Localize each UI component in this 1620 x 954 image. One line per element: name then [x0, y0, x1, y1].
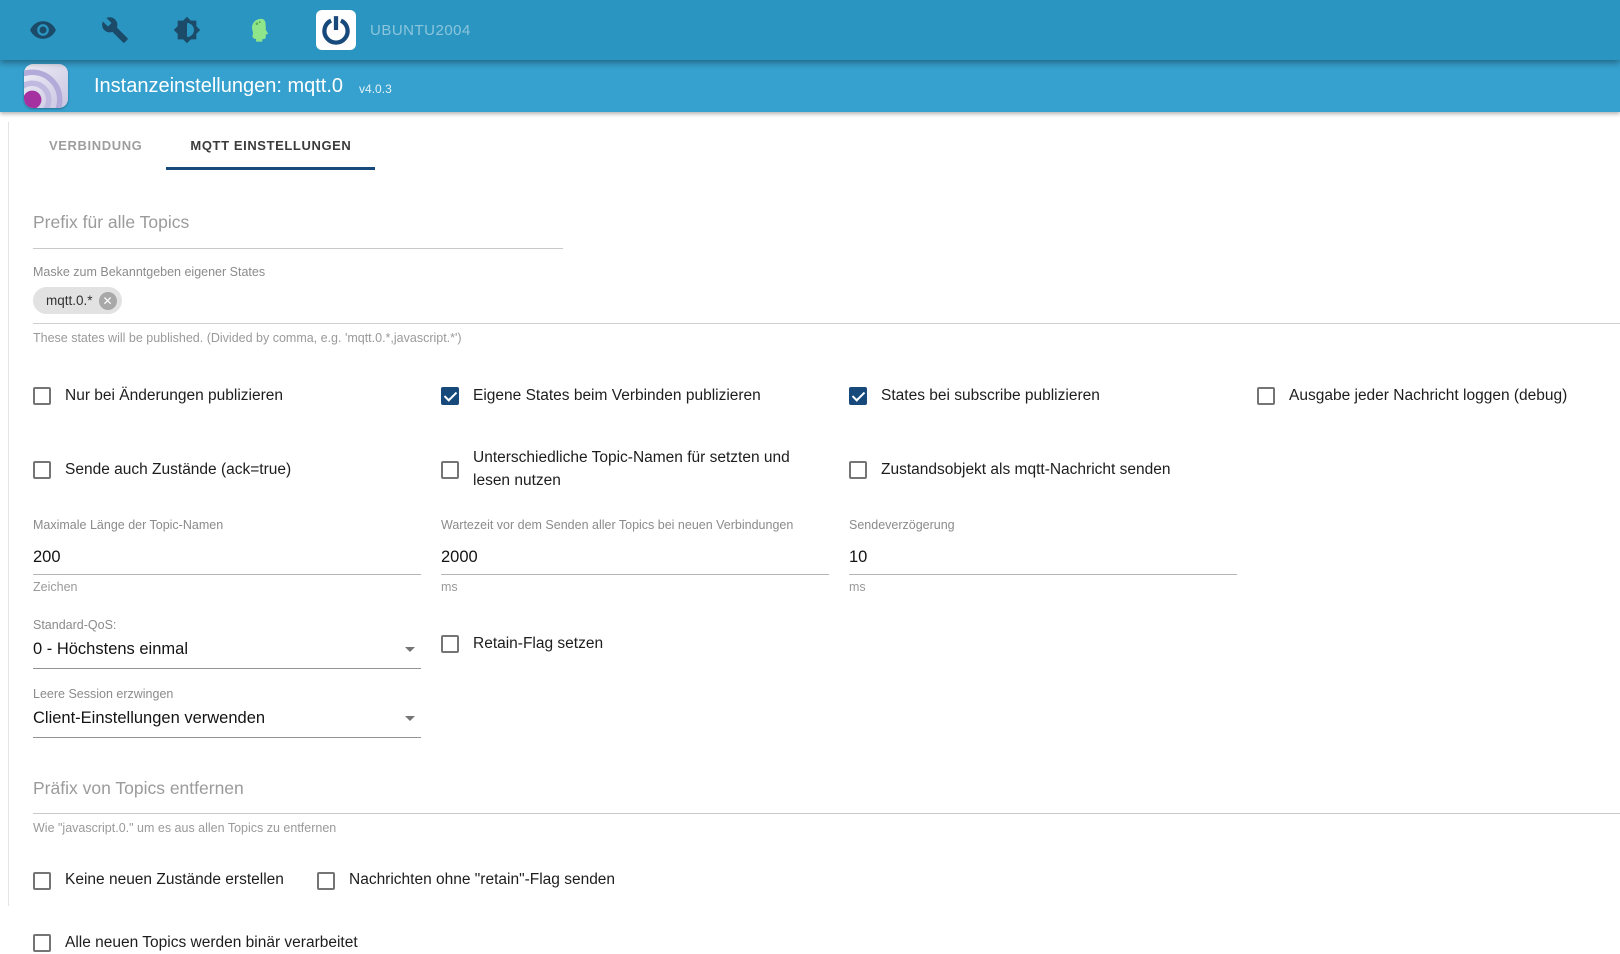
- checkbox-icon[interactable]: [441, 635, 459, 653]
- checkbox-icon[interactable]: [33, 461, 51, 479]
- instance-settings-header: [0, 60, 1620, 112]
- checkbox-different-topic-names[interactable]: Unterschiedliche Topic-Namen für setzten und lesen nutzen: [441, 447, 849, 492]
- checkbox-only-changes[interactable]: Nur bei Änderungen publizieren: [33, 385, 441, 407]
- mask-helper-text: These states will be published. (Divided by comma, e.g. 'mqtt.0.*,javascript.*'): [33, 331, 462, 345]
- mask-chip[interactable]: [33, 287, 122, 314]
- send-interval-field: [441, 518, 829, 594]
- remove-prefix-placeholder: Präfix von Topics entfernen: [33, 778, 244, 799]
- max-topic-length-input[interactable]: 200: [33, 548, 421, 575]
- checkbox-debug-log[interactable]: Ausgabe jeder Nachricht loggen (debug): [1257, 385, 1620, 407]
- host-head-icon[interactable]: [244, 15, 274, 45]
- qos-select[interactable]: [33, 618, 421, 669]
- send-delay-input[interactable]: 10: [849, 548, 1237, 575]
- prefix-all-topics-input[interactable]: [33, 212, 563, 249]
- tab-verbindung[interactable]: VERBINDUNG: [49, 138, 143, 153]
- mask-field: [33, 265, 1620, 345]
- mqtt-adapter-logo: [24, 64, 68, 108]
- clean-session-label: Leere Session erzwingen: [33, 687, 174, 702]
- checkbox-row-2: [33, 447, 1620, 492]
- send-interval-input[interactable]: 2000: [441, 548, 829, 575]
- checkbox-send-ack[interactable]: Sende auch Zustände (ack=true): [33, 447, 441, 492]
- top-bar: [0, 0, 1620, 60]
- max-topic-length-unit: Zeichen: [33, 580, 78, 595]
- remove-prefix-input[interactable]: [33, 778, 1620, 814]
- brightness-icon[interactable]: [172, 15, 202, 45]
- tab-bar: [9, 122, 1620, 170]
- chevron-down-icon: [405, 716, 415, 721]
- clean-session-select[interactable]: [33, 687, 421, 738]
- qos-selected-value: 0 - Höchstens einmal: [33, 640, 188, 659]
- clean-session-selected-value: Client-Einstellungen verwenden: [33, 709, 266, 728]
- numeric-fields-row: [33, 518, 1620, 594]
- send-delay-unit: ms: [849, 580, 866, 595]
- settings-form: [9, 212, 1620, 954]
- checkbox-retain-flag[interactable]: Retain-Flag setzen: [441, 633, 1620, 655]
- iobroker-logo[interactable]: [316, 10, 356, 50]
- chevron-down-icon: [405, 647, 415, 652]
- mask-label: Maske zum Bekanntgeben eigener States: [33, 265, 266, 279]
- chip-delete-icon[interactable]: ✕: [99, 292, 117, 310]
- mask-chip-input[interactable]: [33, 287, 1620, 324]
- mask-chip-text: mqtt.0.*: [46, 293, 93, 308]
- wrench-icon[interactable]: [100, 15, 130, 45]
- checkbox-icon[interactable]: [441, 461, 459, 479]
- checkbox-binary-topics[interactable]: Alle neuen Topics werden binär verarbeitet: [33, 932, 1620, 954]
- checkbox-icon[interactable]: [441, 387, 459, 405]
- page-title: Instanzeinstellungen: mqtt.0: [94, 74, 344, 97]
- remove-prefix-helper: Wie "javascript.0." um es aus allen Topics zu entfernen: [33, 821, 337, 836]
- qos-row: [33, 618, 1620, 669]
- send-interval-label: Wartezeit vor dem Senden aller Topics bei neuen Verbindungen: [441, 518, 794, 533]
- send-delay-label: Sendeverzögerung: [849, 518, 955, 533]
- checkbox-no-new-states[interactable]: Keine neuen Zustände erstellen: [33, 869, 317, 891]
- max-topic-length-label: Maximale Länge der Topic-Namen: [33, 518, 224, 533]
- adapter-version: v4.0.3: [359, 82, 392, 96]
- checkbox-icon[interactable]: [849, 461, 867, 479]
- send-delay-field: [849, 518, 1237, 594]
- checkbox-icon[interactable]: [1257, 387, 1275, 405]
- eye-icon[interactable]: [28, 15, 58, 45]
- checkbox-icon[interactable]: [33, 387, 51, 405]
- checkbox-publish-on-connect[interactable]: Eigene States beim Verbinden publizieren: [441, 385, 849, 407]
- tab-mqtt-einstellungen[interactable]: MQTT EINSTELLUNGEN: [166, 122, 375, 170]
- settings-card: [8, 122, 1620, 951]
- prefix-all-topics-placeholder: Prefix für alle Topics: [33, 212, 190, 232]
- qos-label: Standard-QoS:: [33, 618, 117, 633]
- send-interval-unit: ms: [441, 580, 458, 595]
- checkbox-icon[interactable]: [849, 387, 867, 405]
- checkbox-no-retain-flag[interactable]: Nachrichten ohne "retain"-Flag senden: [317, 869, 615, 891]
- host-name: UBUNTU2004: [370, 21, 471, 39]
- checkbox-icon[interactable]: [33, 872, 51, 890]
- checkbox-state-object-as-message[interactable]: Zustandsobjekt als mqtt-Nachricht senden: [849, 447, 1257, 492]
- checkbox-row-3: [33, 869, 1620, 891]
- checkbox-publish-on-subscribe[interactable]: States bei subscribe publizieren: [849, 385, 1257, 407]
- checkbox-icon[interactable]: [317, 872, 335, 890]
- checkbox-icon[interactable]: [33, 934, 51, 952]
- checkbox-row-1: [33, 385, 1620, 407]
- max-topic-length-field: [33, 518, 421, 594]
